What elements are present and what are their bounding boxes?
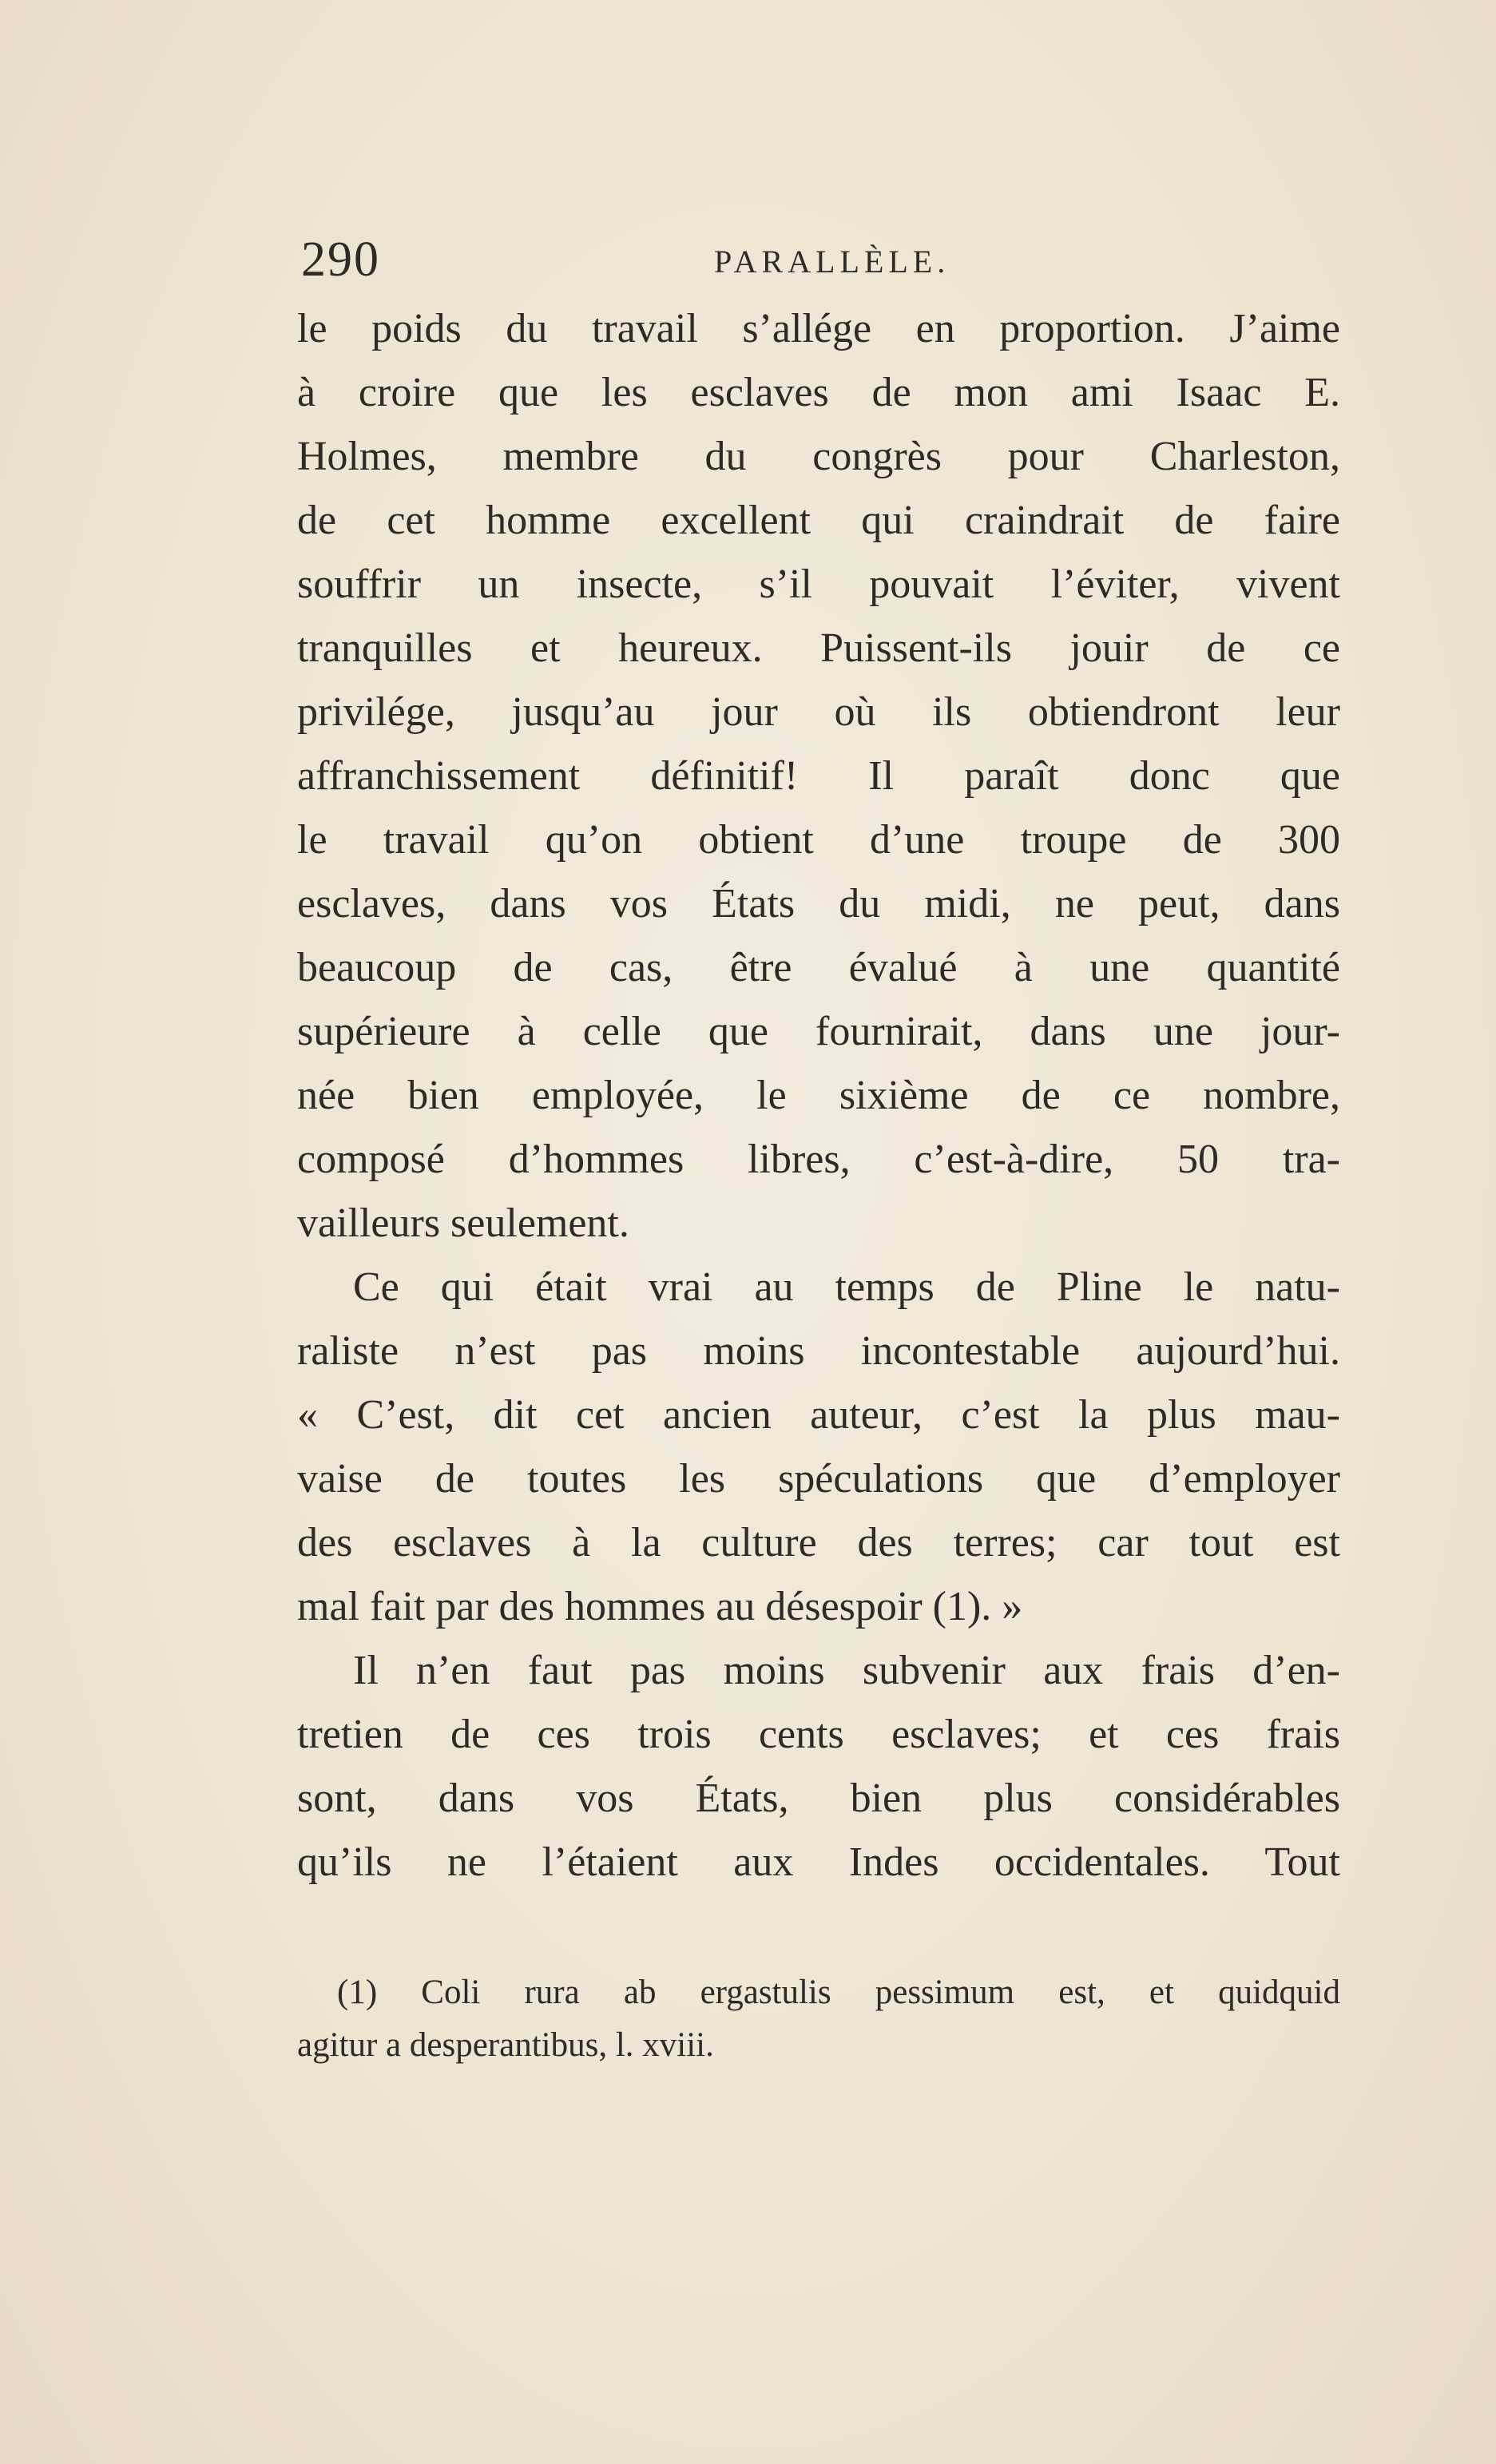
text-line: affranchissement définitif! Il paraît donc que bbox=[297, 753, 1340, 799]
text-line: le poids du travail s’allége en proportion. J’aime bbox=[297, 306, 1340, 351]
text-line: tranquilles et heureux. Puissent-ils jouir de ce bbox=[297, 625, 1340, 671]
footnote-line: agitur a desperantibus, l. xviii. bbox=[297, 2026, 714, 2064]
body-text bbox=[297, 297, 1340, 1895]
text-line: sont, dans vos États, bien plus considérables bbox=[297, 1776, 1340, 1821]
text-line: raliste n’est pas moins incontestable aujourd’hui. bbox=[297, 1328, 1340, 1374]
text-line: Ce qui était vrai au temps de Pline le natu- bbox=[353, 1264, 1340, 1310]
text-line: souffrir un insecte, s’il pouvait l’éviter, vivent bbox=[297, 561, 1340, 607]
text-line: vailleurs seulement. bbox=[297, 1200, 629, 1246]
text-line: tretien de ces trois cents esclaves; et ces frais bbox=[297, 1712, 1340, 1757]
running-title: PARALLÈLE. bbox=[714, 244, 950, 280]
text-line: « C’est, dit cet ancien auteur, c’est la plus mau- bbox=[297, 1392, 1340, 1438]
text-line: de cet homme excellent qui craindrait de faire bbox=[297, 498, 1340, 543]
text-line: beaucoup de cas, être évalué à une quantité bbox=[297, 945, 1340, 990]
text-line: le travail qu’on obtient d’une troupe de 300 bbox=[297, 817, 1340, 863]
text-line: Holmes, membre du congrès pour Charleston, bbox=[297, 434, 1340, 479]
text-line: vaise de toutes les spéculations que d’employer bbox=[297, 1456, 1340, 1502]
text-line: composé d’hommes libres, c’est-à-dire, 50 tra- bbox=[297, 1137, 1340, 1182]
text-line: Il n’en faut pas moins subvenir aux frais d’en- bbox=[353, 1648, 1340, 1693]
footnote-line: (1) Coli rura ab ergastulis pessimum est, et quidquid bbox=[337, 1974, 1340, 2011]
text-line: mal fait par des hommes au désespoir (1). » bbox=[297, 1584, 1023, 1629]
text-line: qu’ils ne l’étaient aux Indes occidentales. Tout bbox=[297, 1839, 1340, 1885]
page-number: 290 bbox=[301, 232, 380, 287]
text-line: à croire que les esclaves de mon ami Isaac E. bbox=[297, 370, 1340, 415]
text-line: des esclaves à la culture des terres; car tout est bbox=[297, 1520, 1340, 1565]
text-line: née bien employée, le sixième de ce nombre, bbox=[297, 1073, 1340, 1118]
text-line: esclaves, dans vos États du midi, ne peut, dans bbox=[297, 881, 1340, 926]
text-line: privilége, jusqu’au jour où ils obtiendront leur bbox=[297, 689, 1340, 735]
footnote bbox=[297, 1966, 1340, 2072]
text-line: supérieure à celle que fournirait, dans une jour- bbox=[297, 1009, 1340, 1054]
page-header bbox=[301, 232, 1339, 304]
